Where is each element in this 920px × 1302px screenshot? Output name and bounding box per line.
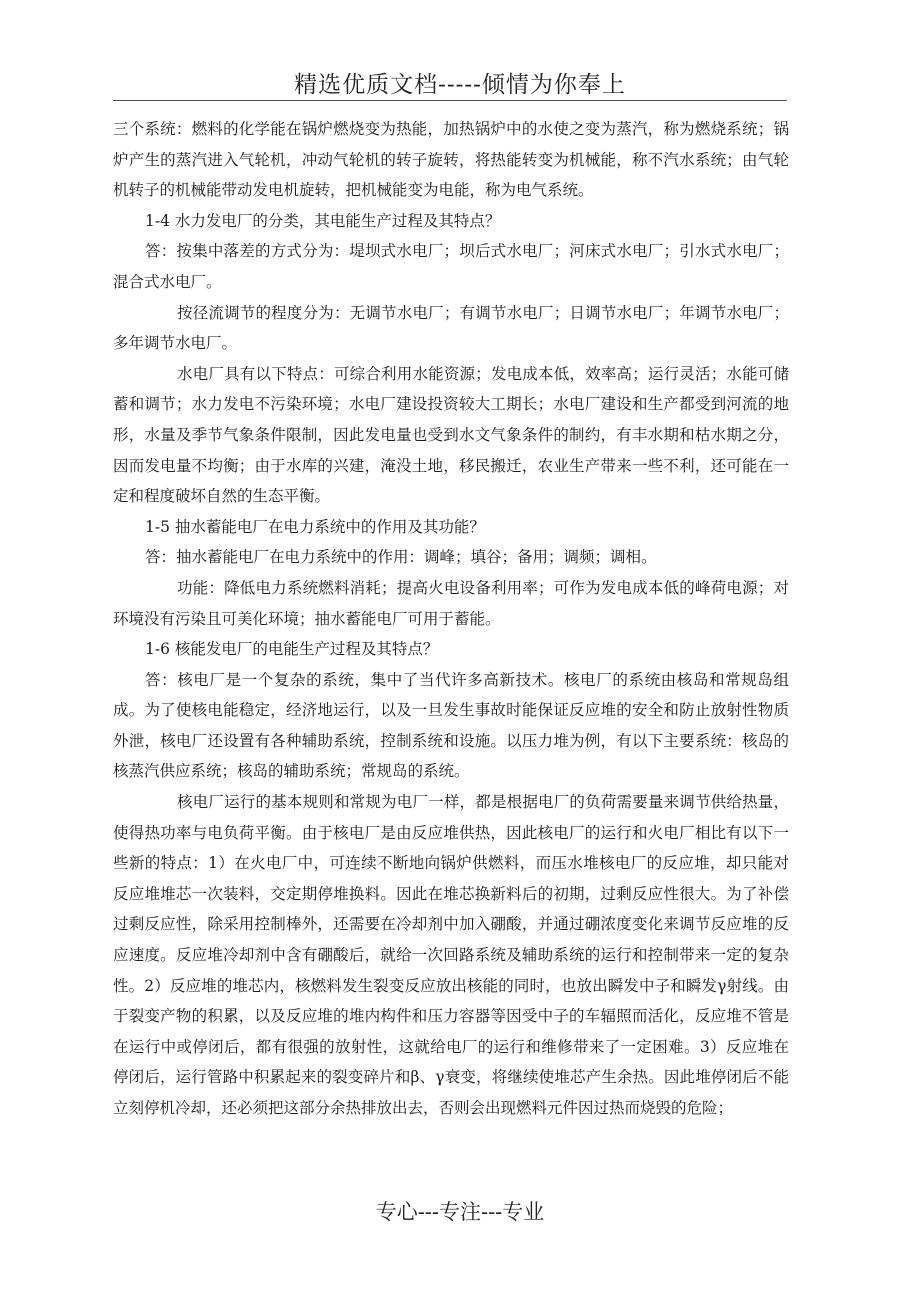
- answer-1-6-overview: 答：核电厂是一个复杂的系统，集中了当代许多高新技术。核电厂的系统由核岛和常规岛组成。为了使核电能稳定，经济地运行，以及一旦发生事故时能保证反应堆的安全和防止放射性物质外泄，核电厂还设置有各种辅助系统，控制系统和设施。以压力堆为例，有以下主要系统：核岛的核蒸汽供应系统；核岛的辅助系统；常规岛的系统。: [113, 670, 789, 781]
- document-body: [113, 114, 789, 1124]
- answer-1-4-features: 水电厂具有以下特点：可综合利用水能资源；发电成本低，效率高；运行灵活；水能可储蓄和调节；水力发电不污染环境；水电厂建设投资较大工期长；水电厂建设和生产都受到河流的地形，水量及季节气象条件限制，因此发电量也受到水文气象条件的制约，有丰水期和枯水期之分，因而发电量不均衡；由于水库的兴建，淹没土地，移民搬迁，农业生产带来一些不利，还可能在一定和程度破坏自然的生态平衡。: [113, 364, 789, 506]
- header-title: 精选优质文档-----倾情为你奉上: [294, 72, 626, 98]
- answer-1-4-drop: 答：按集中落差的方式分为：堤坝式水电厂；坝后式水电厂；河床式水电厂；引水式水电厂；混合式水电厂。: [113, 242, 789, 291]
- question-1-4: 1-4 水力发电厂的分类，其电能生产过程及其特点？: [145, 211, 501, 230]
- answer-1-4-regulation: 按径流调节的程度分为：无调节水电厂；有调节水电厂；日调节水电厂；年调节水电厂；多年调节水电厂。: [113, 303, 789, 353]
- question-1-6: 1-6 核能发电厂的电能生产过程及其特点？: [145, 640, 439, 659]
- answer-1-6-features: 核电厂运行的基本规则和常规为电厂一样，都是根据电厂的负荷需要量来调节供给热量，使得热功率与电负荷平衡。由于核电厂是由反应堆供热，因此核电厂的运行和火电厂相比有以下一些新的特点：1）在火电厂中，可连续不断地向锅炉供燃料，而压水堆核电厂的反应堆，却只能对反应堆堆芯一次装料，交定期停堆换料。因此在堆芯换新料后的初期，过剩反应性很大。为了补偿过剩反应性，除采用控制棒外，还需要在冷却剂中加入硼酸，并通过硼浓度变化来调节反应堆的反应速度。反应堆冷却剂中含有硼酸后，就给一次回路系统及辅助系统的运行和控制带来一定的复杂性。2）反应堆的堆芯内，核燃料发生裂变反应放出核能的同时，也放出瞬发中子和瞬发γ射线。由于裂变产物的积累，以及反应堆的堆内构件和压力容器等因受中子的车辐照而活化，反应堆不管是在运行中或停闭后，都有很强的放射性，这就给电厂的运行和维修带来了一定困难。3）反应堆在停闭后，运行管路中积累起来的裂变碎片和β、γ衰变，将继续使堆芯产生余热。因此堆停闭后不能立刻停机冷却，还必须把这部分余热排放出去，否则会出现燃料元件因过热而烧毁的危险；: [113, 793, 789, 1117]
- answer-1-5-function: 功能：降低电力系统燃料消耗；提高火电设备利用率；可作为发电成本低的峰荷电源；对环境没有污染且可美化环境；抽水蓄能电厂可用于蓄能。: [113, 578, 789, 628]
- header-divider: [113, 100, 787, 101]
- footer-text: 专心---专注---专业: [375, 1200, 545, 1224]
- question-1-5: 1-5 抽水蓄能电厂在电力系统中的作用及其功能？: [145, 517, 485, 536]
- paragraph-three-systems: 三个系统：燃料的化学能在锅炉燃烧变为热能，加热锅炉中的水使之变为蒸汽，称为燃烧系统；锅炉产生的蒸汽进入气轮机，冲动气轮机的转子旋转，将热能转变为机械能，称不汽水系统；由气轮机转子的机械能带动发电机旋转，把机械能变为电能，称为电气系统。: [113, 120, 789, 200]
- answer-1-5-role: 答：抽水蓄能电厂在电力系统中的作用：调峰；填谷；备用；调频；调相。: [145, 548, 657, 567]
